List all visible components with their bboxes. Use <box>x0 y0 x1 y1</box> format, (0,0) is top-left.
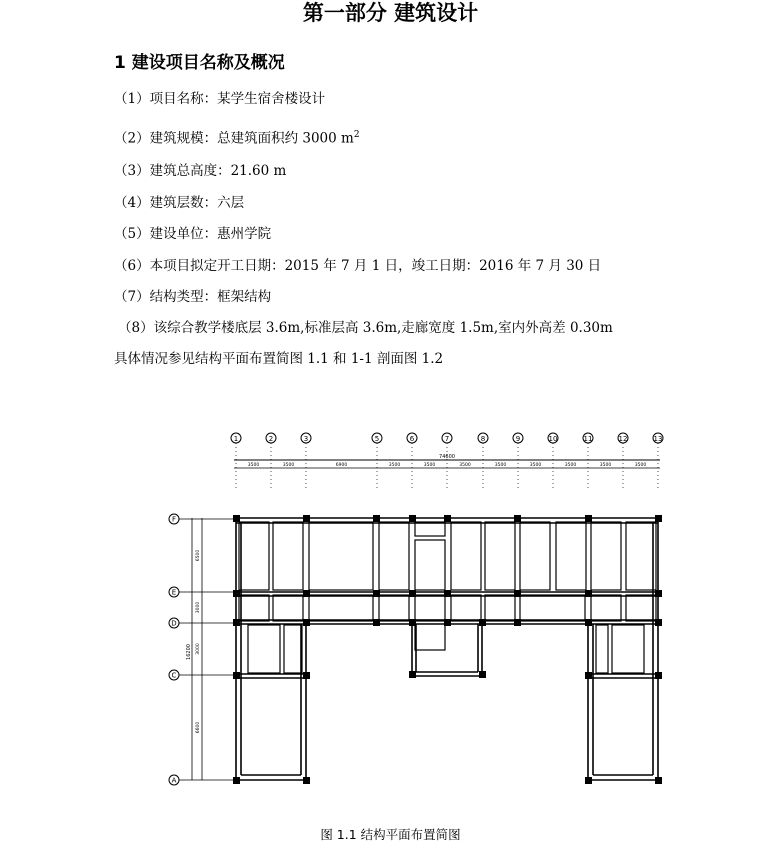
left-dimension-labels <box>195 550 201 734</box>
axis-bubble-10 <box>548 433 558 490</box>
left-dimension-label: 6600 <box>196 721 201 734</box>
item-reference-note: 具体情况参见结构平面布置简图 1.1 和 1-1 剖面图 1.2 <box>114 351 444 367</box>
top-axis-bubbles <box>231 433 663 490</box>
item-building-scale <box>114 126 360 148</box>
axis-bubble-8 <box>478 433 488 490</box>
plan-structure <box>178 460 662 784</box>
axis-label: 3 <box>303 435 309 443</box>
axis-bubble-1 <box>231 433 241 490</box>
axis-label: D <box>171 619 177 628</box>
axis-label: 9 <box>515 435 521 443</box>
structural-plan-drawing <box>0 420 781 820</box>
top-dimension-label: 3500 <box>634 463 647 468</box>
left-axis-bubbles <box>169 514 179 785</box>
axis-label: 6 <box>409 435 415 443</box>
top-dimension-label: 3500 <box>423 463 436 468</box>
page-title: 第一部分 建筑设计 <box>302 1 479 25</box>
left-dimension-label: 3000 <box>196 601 201 614</box>
axis-label: 2 <box>268 435 274 443</box>
figure-caption: 图 1.1 结构平面布置简图 <box>320 827 461 842</box>
axis-label: 10 <box>548 435 558 443</box>
axis-bubble-F <box>169 514 179 524</box>
axis-bubble-2 <box>266 433 276 490</box>
axis-bubble-E <box>169 587 179 597</box>
axis-label: E <box>171 588 177 597</box>
item-floors: （4）建筑层数：六层 <box>114 195 245 211</box>
axis-label: 12 <box>618 435 628 443</box>
item-structure-type: （7）结构类型：框架结构 <box>114 289 272 305</box>
top-dimension-label: 3500 <box>282 463 295 468</box>
top-dimension-label: 3500 <box>564 463 577 468</box>
axis-label: 11 <box>583 435 593 443</box>
top-dimension-label: 3500 <box>459 463 471 468</box>
axis-bubble-A <box>169 775 179 785</box>
axis-bubble-7 <box>442 433 452 490</box>
axis-label: 7 <box>444 435 450 443</box>
item-floor-heights: （8）该综合教学楼底层 3.6m,标准层高 3.6m,走廊宽度 1.5m,室内外高差 0.30m <box>118 320 613 336</box>
left-dimension-label: 6500 <box>196 549 201 562</box>
top-dimension-label: 3500 <box>494 463 507 468</box>
axis-label: C <box>171 671 177 680</box>
top-dimension-label: 3500 <box>599 463 612 468</box>
top-dimension-label: 3500 <box>388 463 401 468</box>
item-construction-unit: （5）建设单位：惠州学院 <box>114 226 272 242</box>
area-superscript: 2 <box>353 130 360 140</box>
axis-label: 8 <box>480 435 486 443</box>
section-heading: 1 建设项目名称及概况 <box>114 53 285 73</box>
axis-bubble-C <box>169 670 179 680</box>
axis-label: 13 <box>653 435 663 443</box>
axis-label: A <box>171 776 177 785</box>
top-dimension-label: 3500 <box>247 463 260 468</box>
axis-bubble-11 <box>583 433 593 490</box>
top-dimension-label: 3500 <box>529 463 542 468</box>
total-left-dimension: 16200 <box>186 644 192 660</box>
item-building-height: （3）建筑总高度：21.60 m <box>114 163 287 179</box>
axis-label: 1 <box>233 435 239 443</box>
axis-bubble-D <box>169 618 179 628</box>
axis-bubble-12 <box>618 433 628 490</box>
item-building-scale-text: （2）建筑规模：总建筑面积约 3000 m <box>114 130 354 147</box>
item-schedule: （6）本项目拟定开工日期：2015 年 7 月 1 日，竣工日期：2016 年 7 月 30 日 <box>114 258 602 274</box>
axis-bubble-3 <box>301 433 311 490</box>
item-project-name: （1）项目名称：某学生宿舍楼设计 <box>114 91 326 107</box>
total-top-dimension: 74600 <box>439 454 455 460</box>
axis-bubble-9 <box>513 433 523 490</box>
axis-bubble-6 <box>407 433 417 490</box>
axis-label: 5 <box>374 435 380 443</box>
axis-bubble-13 <box>653 433 663 490</box>
top-dimension-label: 6900 <box>335 463 348 468</box>
axis-bubble-5 <box>372 433 382 490</box>
left-dimension-label: 3000 <box>196 643 201 655</box>
axis-label: F <box>171 515 177 524</box>
